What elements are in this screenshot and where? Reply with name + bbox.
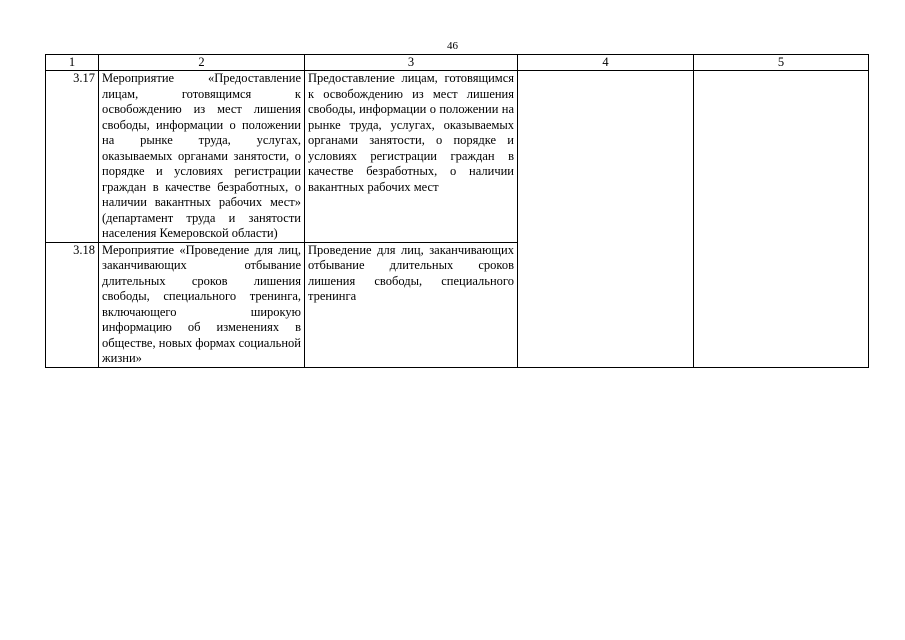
cell-col4	[518, 71, 694, 368]
row-number: 3.18	[46, 242, 99, 367]
page-number: 46	[447, 40, 458, 52]
measure-description: Мероприятие «Проведение для лиц, заканчивающих отбывание длительных сроков лишения свободы, специального тренинга, включающего широкую информацию об изменениях в обществе, новых формах социальной жизни»	[99, 242, 305, 367]
measures-table	[45, 54, 869, 368]
table-header-row	[46, 55, 869, 71]
measure-description: Мероприятие «Предоставление лицам, готовящимся к освобождению из мест лишения свободы, информации о положении на рынке труда, услугах, оказываемых органами занятости, о порядке и условиях регистрации граждан в качестве безработных, о наличии вакантных рабочих мест» (департамент труда и занятости населения Кемеровской области)	[99, 71, 305, 243]
row-number: 3.17	[46, 71, 99, 243]
table-row	[46, 71, 869, 243]
measure-content: Предоставление лицам, готовящимся к освобождению из мест лишения свободы, информации о положении на рынке труда, услугах, оказываемых органами занятости, о порядке и условиях регистрации граждан в качестве безработных, о наличии вакантных рабочих мест	[305, 71, 518, 243]
column-header-4: 4	[518, 55, 694, 71]
column-header-5: 5	[694, 55, 869, 71]
column-header-1: 1	[46, 55, 99, 71]
column-header-2: 2	[99, 55, 305, 71]
column-header-3: 3	[305, 55, 518, 71]
cell-col5	[694, 71, 869, 368]
measure-content: Проведение для лиц, заканчивающих отбывание длительных сроков лишения свободы, специального тренинга	[305, 242, 518, 367]
